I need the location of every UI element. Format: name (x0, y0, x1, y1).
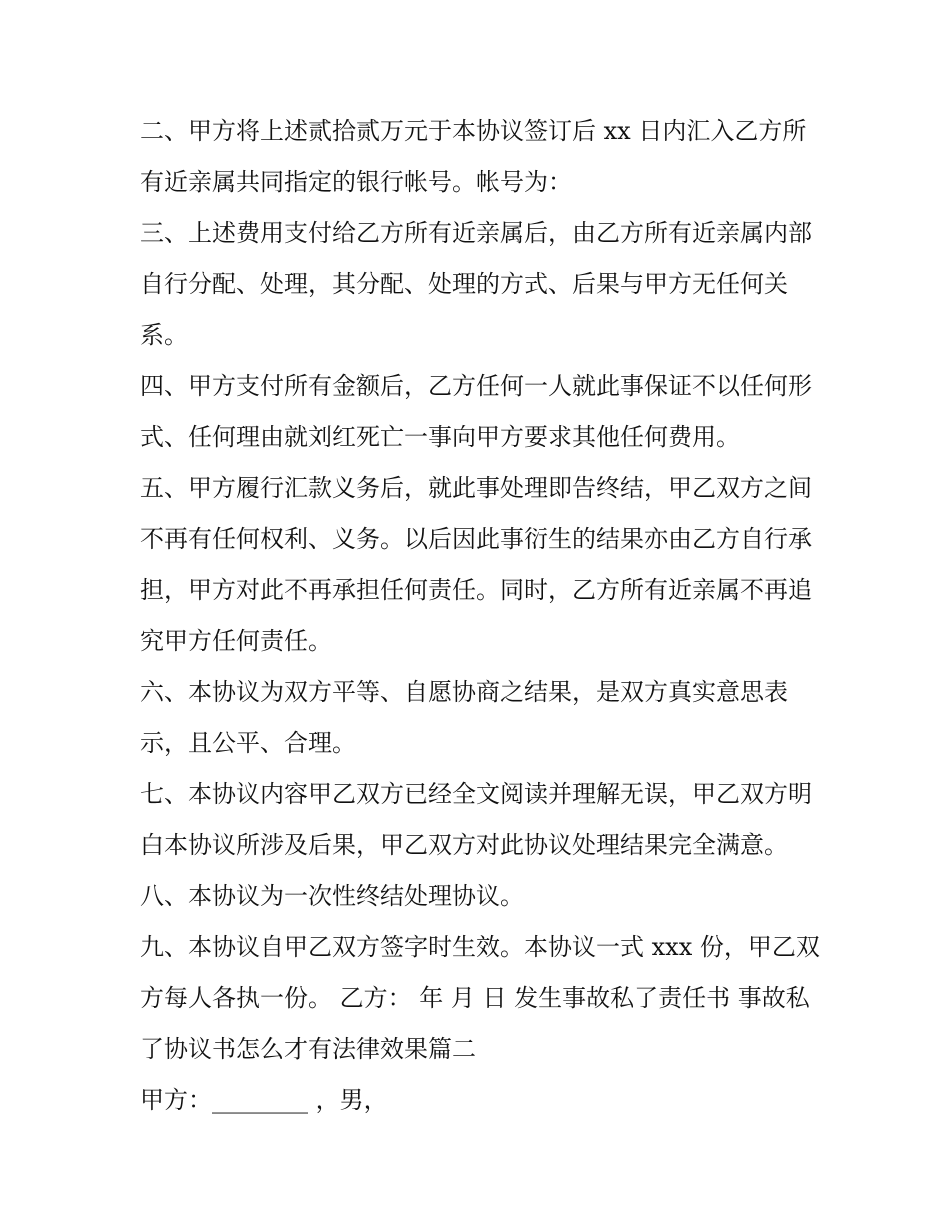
paragraph-5-termination: 五、甲方履行汇款义务后，就此事处理即告终结，甲乙双方之间不再有任何权利、义务。以后因此事衍生的结果亦由乙方自行承担，甲方对此不再承担任何责任。同时，乙方所有近亲属不再追究甲方任何责任。 (140, 474, 812, 655)
paragraph-3-distribution: 三、上述费用支付给乙方所有近亲属后，由乙方所有近亲属内部自行分配、处理，其分配、处理的方式、后果与甲方无任何关系。 (140, 219, 812, 349)
paragraph-9-effective: 九、本协议自甲乙双方签字时生效。本协议一式 xxx 份，甲乙双方每人各执一份。 乙方： 年 月 日 发生事故私了责任书 事故私了协议书怎么才有法律效果篇二 (140, 933, 820, 1063)
paragraph-7-8-understanding: 七、本协议内容甲乙双方已经全文阅读并理解无误，甲乙双方明白本协议所涉及后果，甲乙双方对此协议处理结果完全满意。 八、本协议为一次性终结处理协议。 (140, 780, 812, 910)
document-body (140, 106, 820, 1126)
paragraph-2-remittance: 二、甲方将上述贰拾贰万元于本协议签订后 xx 日内汇入乙方所有近亲属共同指定的银行帐号。帐号为： (140, 117, 807, 196)
paragraph-6-voluntary: 六、本协议为双方平等、自愿协商之结果，是双方真实意思表示，且公平、合理。 (140, 678, 788, 757)
paragraph-4-no-further-claims: 四、甲方支付所有金额后，乙方任何一人就此事保证不以任何形式、任何理由就刘红死亡一事向甲方要求其他任何费用。 (140, 372, 812, 451)
party-a-line: 甲方：________ ，男， (140, 1086, 388, 1114)
